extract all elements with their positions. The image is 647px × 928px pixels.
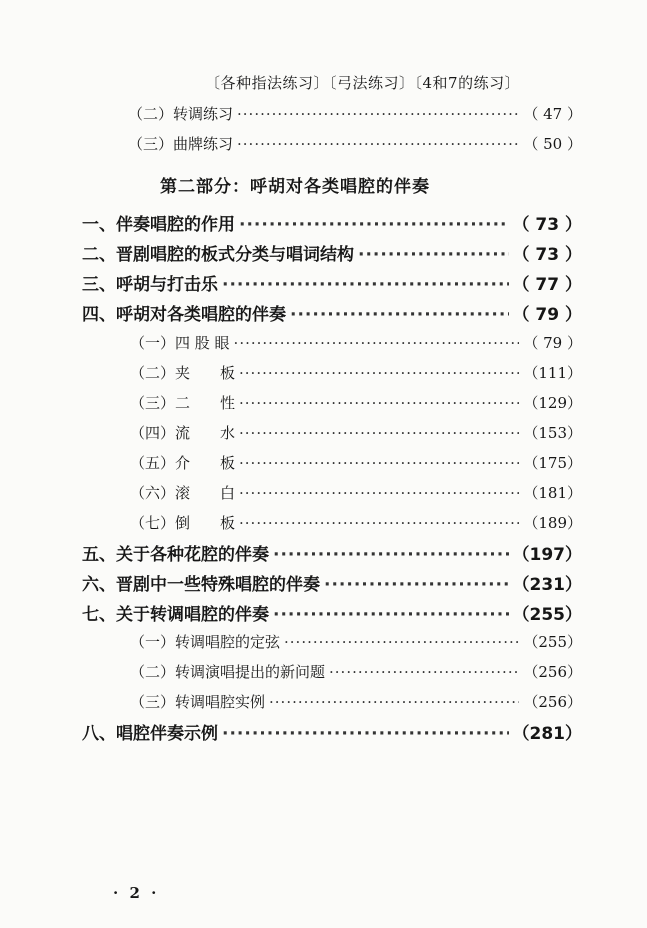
dot-leader bbox=[239, 484, 519, 502]
dot-leader bbox=[239, 394, 519, 412]
page-number: · 2 · bbox=[113, 884, 160, 902]
toc-entry-page: （ 77 ） bbox=[512, 275, 582, 295]
toc-entry-label: （三）转调唱腔实例 bbox=[130, 693, 266, 711]
toc-entry-page: （ 73 ） bbox=[512, 245, 582, 265]
toc-entry-label: 八、唱腔伴奏示例 bbox=[82, 724, 218, 744]
toc-entry-page: （ 73 ） bbox=[512, 215, 582, 235]
dot-leader bbox=[284, 633, 519, 651]
dot-leader bbox=[237, 105, 519, 123]
dot-leader bbox=[358, 245, 509, 265]
toc-entry-page: （181） bbox=[523, 484, 582, 502]
toc-subentry bbox=[130, 362, 582, 383]
toc-entry-page: （256） bbox=[523, 693, 582, 711]
toc-entry-label: （一）四 股 眼 bbox=[130, 334, 230, 352]
toc-entry bbox=[128, 133, 582, 154]
dot-leader bbox=[290, 305, 509, 325]
toc-entry-page: （ 47 ） bbox=[523, 105, 582, 123]
dot-leader bbox=[239, 514, 519, 532]
toc-subentry bbox=[130, 392, 582, 413]
toc-subentry bbox=[130, 332, 582, 353]
toc-entry-page: （129） bbox=[523, 394, 582, 412]
toc-entry-label: （一）转调唱腔的定弦 bbox=[130, 633, 281, 651]
toc-entry-label: 六、晋剧中一些特殊唱腔的伴奏 bbox=[82, 575, 320, 595]
toc-entry-label: 三、呼胡与打击乐 bbox=[82, 275, 218, 295]
toc-entry-label: （二）夹 板 bbox=[130, 364, 236, 382]
toc-entry-page: （189） bbox=[523, 514, 582, 532]
toc-subentry bbox=[130, 482, 582, 503]
toc-subentry bbox=[130, 691, 582, 712]
section-title: 第二部分：呼胡对各类唱腔的伴奏 bbox=[160, 177, 430, 197]
toc-subentry bbox=[130, 452, 582, 473]
toc-entry-label: （三）曲牌练习 bbox=[128, 135, 234, 153]
toc-entry-page: （255） bbox=[512, 605, 582, 625]
toc-entry bbox=[82, 540, 582, 565]
toc-entry-label: 二、晋剧唱腔的板式分类与唱词结构 bbox=[82, 245, 354, 265]
toc-entry-label: （七）倒 板 bbox=[130, 514, 236, 532]
toc-subentry bbox=[130, 422, 582, 443]
toc-entry bbox=[82, 270, 582, 295]
toc-entry-label: （三）二 性 bbox=[130, 394, 236, 412]
toc-entry bbox=[82, 210, 582, 235]
toc-entry-page: （175） bbox=[523, 454, 582, 472]
dot-leader bbox=[239, 454, 519, 472]
dot-leader bbox=[237, 135, 519, 153]
dot-leader bbox=[239, 424, 519, 442]
toc-entry-label: （五）介 板 bbox=[130, 454, 236, 472]
toc-entry-page: （231） bbox=[512, 575, 582, 595]
toc-subentry bbox=[130, 631, 582, 652]
dot-leader bbox=[222, 275, 509, 295]
continued-entry-header: 〔各种指法练习〕〔弓法练习〕〔4和7的练习〕 bbox=[205, 74, 521, 92]
toc-entry bbox=[128, 103, 582, 124]
toc-entry-label: 四、呼胡对各类唱腔的伴奏 bbox=[82, 305, 286, 325]
toc-entry-label: （二）转调练习 bbox=[128, 105, 234, 123]
dot-leader bbox=[234, 334, 520, 352]
dot-leader bbox=[239, 364, 519, 382]
toc-entry-page: （256） bbox=[523, 663, 582, 681]
toc-entry bbox=[82, 240, 582, 265]
dot-leader bbox=[273, 605, 509, 625]
toc-entry-label: （二）转调演唱提出的新问题 bbox=[130, 663, 326, 681]
toc-entry-page: （197） bbox=[512, 545, 582, 565]
toc-entry-page: （255） bbox=[523, 633, 582, 651]
toc-entry-page: （111） bbox=[523, 364, 582, 382]
dot-leader bbox=[324, 575, 509, 595]
dot-leader bbox=[239, 215, 509, 235]
toc-entry-page: （ 79 ） bbox=[523, 334, 582, 352]
toc-entry bbox=[82, 719, 582, 744]
toc-entry-label: 七、关于转调唱腔的伴奏 bbox=[82, 605, 269, 625]
toc-entry bbox=[82, 570, 582, 595]
toc-entry-page: （281） bbox=[512, 724, 582, 744]
toc-entry bbox=[82, 600, 582, 625]
toc-subentry bbox=[130, 661, 582, 682]
toc-entry bbox=[82, 300, 582, 325]
toc-entry-label: 五、关于各种花腔的伴奏 bbox=[82, 545, 269, 565]
toc-entry-label: （四）流 水 bbox=[130, 424, 236, 442]
toc-entry-page: （153） bbox=[523, 424, 582, 442]
toc-entry-page: （ 50 ） bbox=[523, 135, 582, 153]
dot-leader bbox=[269, 693, 519, 711]
toc-entry-label: （六）滚 白 bbox=[130, 484, 236, 502]
toc-subentry bbox=[130, 512, 582, 533]
dot-leader bbox=[222, 724, 509, 744]
dot-leader bbox=[329, 663, 519, 681]
dot-leader bbox=[273, 545, 509, 565]
toc-entry-page: （ 79 ） bbox=[512, 305, 582, 325]
toc-entry-label: 一、伴奏唱腔的作用 bbox=[82, 215, 235, 235]
